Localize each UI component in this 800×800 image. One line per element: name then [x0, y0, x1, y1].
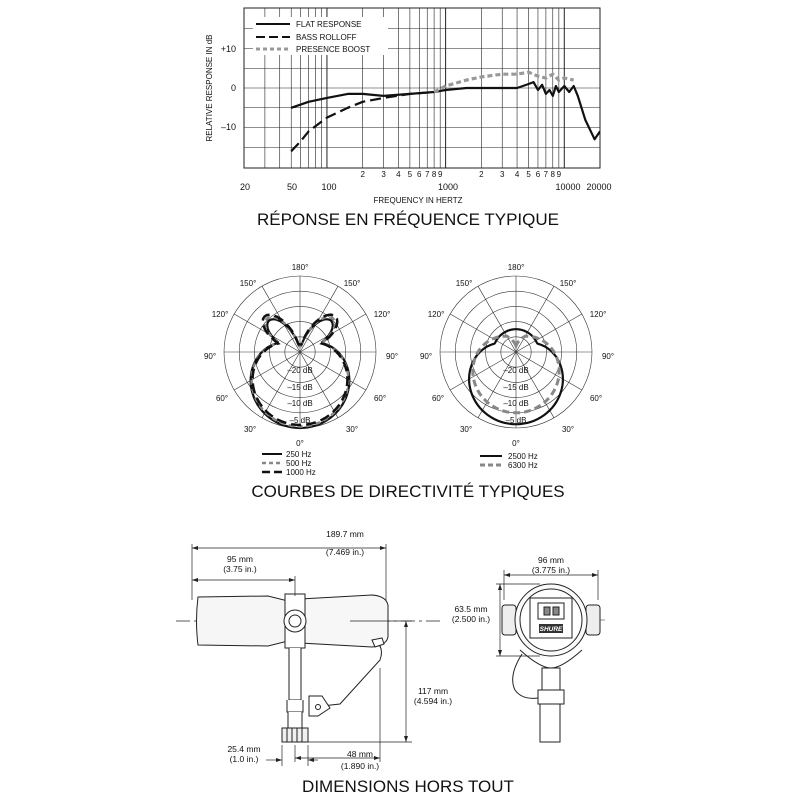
yoke-knob-center	[289, 615, 301, 627]
mic-stem-lower	[288, 712, 302, 728]
angle-label: 30°	[561, 425, 575, 434]
arrowhead	[295, 756, 301, 760]
polar-spoke	[516, 286, 554, 352]
arrowhead	[192, 578, 198, 582]
frequency-legend	[253, 17, 388, 55]
x-minor-tick-label: 6	[417, 170, 422, 179]
dim-diameter-mm: 63.5 mm	[454, 604, 488, 614]
dim-front-in: (3.75 in.)	[223, 564, 257, 574]
stem-base	[540, 704, 560, 742]
arrowhead	[374, 756, 380, 760]
frequency-response-chart	[205, 8, 612, 229]
polar-pattern-low	[204, 263, 398, 477]
x-minor-tick-label: 5	[526, 170, 531, 179]
dim-width-mm: 96 mm	[538, 555, 564, 565]
x-tick-label: 50	[286, 182, 298, 192]
angle-label: 90°	[203, 352, 217, 361]
x-minor-tick-label: 7	[543, 170, 549, 179]
stem-clamp	[538, 690, 564, 704]
dim-offset-mm: 48 mm	[347, 749, 373, 759]
x-minor-tick-labels	[360, 170, 561, 179]
x-tick-label: 20	[239, 182, 251, 192]
mic-stem-collar	[287, 700, 303, 712]
x-tick-label: 1000	[437, 182, 459, 192]
legend-label: 6300 Hz	[508, 461, 538, 470]
dim-height-mm: 117 mm	[417, 686, 449, 696]
dimension-drawing-side	[176, 544, 440, 766]
ring-label: –15 dB	[287, 383, 313, 392]
dim-height-in: (4.594 in.)	[413, 696, 453, 706]
x-minor-tick-label: 2	[479, 170, 484, 179]
cable-clip	[322, 640, 381, 706]
ring-label: –20 dB	[503, 366, 529, 375]
x-minor-tick-label: 3	[381, 170, 386, 179]
dimension-drawing-front	[496, 570, 605, 742]
angle-label: 30°	[459, 425, 473, 434]
mic-stem	[289, 648, 301, 700]
arrowhead	[498, 584, 502, 590]
x-tick-label: 100	[321, 182, 337, 192]
cable-loop	[513, 654, 538, 698]
base-nut	[282, 728, 308, 742]
ring-label: –20 dB	[287, 366, 313, 375]
yoke-knob-right	[586, 605, 600, 635]
ring-label: –5 dB	[505, 416, 527, 425]
x-minor-tick-label: 3	[500, 170, 505, 179]
angle-label: 150°	[455, 279, 473, 288]
ring-label: –15 dB	[503, 383, 529, 392]
arrowhead	[498, 650, 502, 656]
dim-front-mm: 95 mm	[227, 554, 253, 564]
arrowhead	[289, 578, 295, 582]
y-tick-label: –10	[220, 122, 236, 132]
angle-label: 0°	[512, 439, 520, 448]
legend-label: 500 Hz	[286, 459, 312, 468]
angle-label: 90°	[385, 352, 399, 361]
dimensions-title: DIMENSIONS HORS TOUT	[302, 777, 514, 796]
dim-length-in: (7.469 in.)	[325, 547, 365, 557]
polar-title: COURBES DE DIRECTIVITÉ TYPIQUES	[251, 482, 565, 501]
switch-panel	[538, 603, 564, 619]
x-minor-tick-label: 9	[437, 170, 443, 179]
x-minor-tick-label: 6	[535, 170, 541, 179]
dim-diameter-in: (2.500 in.)	[451, 614, 491, 624]
x-tick-label: 20000	[586, 182, 612, 192]
angle-label: 60°	[215, 394, 229, 403]
dim-offset-in: (1.890 in.)	[340, 761, 380, 771]
x-axis-label: FREQUENCY IN HERTZ	[373, 196, 463, 205]
x-minor-tick-label: 5	[407, 170, 413, 179]
legend-label: 1000 Hz	[286, 468, 316, 477]
angle-label: 30°	[243, 425, 257, 434]
mic-front-grille	[197, 596, 289, 646]
angle-label: 180°	[507, 263, 525, 272]
arrowhead	[404, 736, 408, 742]
angle-label: 60°	[431, 394, 445, 403]
angle-label: 30°	[345, 425, 359, 434]
x-minor-tick-label: 4	[514, 170, 520, 179]
polar-legend	[480, 452, 538, 470]
polar-spoke	[478, 286, 516, 352]
arrowhead	[276, 758, 282, 762]
legend-label: 250 Hz	[286, 450, 312, 459]
polar-spoke	[450, 314, 516, 352]
polar-legend	[262, 450, 316, 477]
frequency-title: RÉPONSE EN FRÉQUENCE TYPIQUE	[257, 210, 559, 229]
angle-label: 120°	[373, 310, 391, 319]
x-minor-tick-label: 8	[550, 170, 556, 179]
angle-label: 60°	[373, 394, 387, 403]
arrowhead	[404, 621, 408, 627]
legend-label: FLAT RESPONSE	[296, 20, 362, 29]
arrowhead	[380, 546, 386, 550]
arrowhead	[504, 573, 510, 577]
ring-label: –5 dB	[289, 416, 311, 425]
arrowhead	[308, 758, 314, 762]
arrowhead	[592, 573, 598, 577]
angle-label: 150°	[343, 279, 361, 288]
angle-label: 0°	[296, 439, 304, 448]
x-minor-tick-label: 8	[431, 170, 437, 179]
dim-length-mm: 189.7 mm	[326, 529, 364, 539]
angle-label: 120°	[589, 310, 607, 319]
brand-badge-text: SHURE	[539, 626, 563, 633]
angle-label: 120°	[427, 310, 445, 319]
ring-label: –10 dB	[503, 399, 529, 408]
x-minor-tick-label: 7	[425, 170, 430, 179]
y-axis-label: RELATIVE RESPONSE IN dB	[205, 34, 214, 142]
y-tick-label: 0	[230, 83, 236, 93]
y-tick-label: +10	[220, 44, 236, 54]
switch-toggle	[553, 607, 559, 615]
angle-label: 150°	[239, 279, 257, 288]
ring-label: –10 dB	[287, 399, 313, 408]
angle-label: 120°	[211, 310, 229, 319]
angle-label: 90°	[419, 352, 433, 361]
clip-screw	[316, 705, 321, 710]
switch-toggle	[544, 607, 550, 615]
dim-base-in: (1.0 in.)	[229, 754, 259, 764]
legend-label: BASS ROLLOFF	[296, 33, 357, 42]
polar-spoke	[516, 314, 582, 352]
arrowhead	[192, 546, 198, 550]
polar-pattern-high	[420, 263, 614, 470]
x-tick-label: 10000	[555, 182, 581, 192]
yoke-knob-left	[502, 605, 516, 635]
dim-width-in: (3.775 in.)	[531, 565, 571, 575]
legend-label: 2500 Hz	[508, 452, 538, 461]
x-minor-tick-label: 9	[556, 170, 562, 179]
angle-label: 90°	[601, 352, 615, 361]
legend-label: PRESENCE BOOST	[296, 45, 371, 54]
angle-label: 60°	[589, 394, 603, 403]
dim-base-mm: 25.4 mm	[227, 744, 261, 754]
angle-label: 180°	[291, 263, 309, 272]
stem-collar	[542, 668, 560, 690]
angle-label: 150°	[559, 279, 577, 288]
x-minor-tick-label: 2	[360, 170, 365, 179]
x-minor-tick-label: 4	[396, 170, 401, 179]
